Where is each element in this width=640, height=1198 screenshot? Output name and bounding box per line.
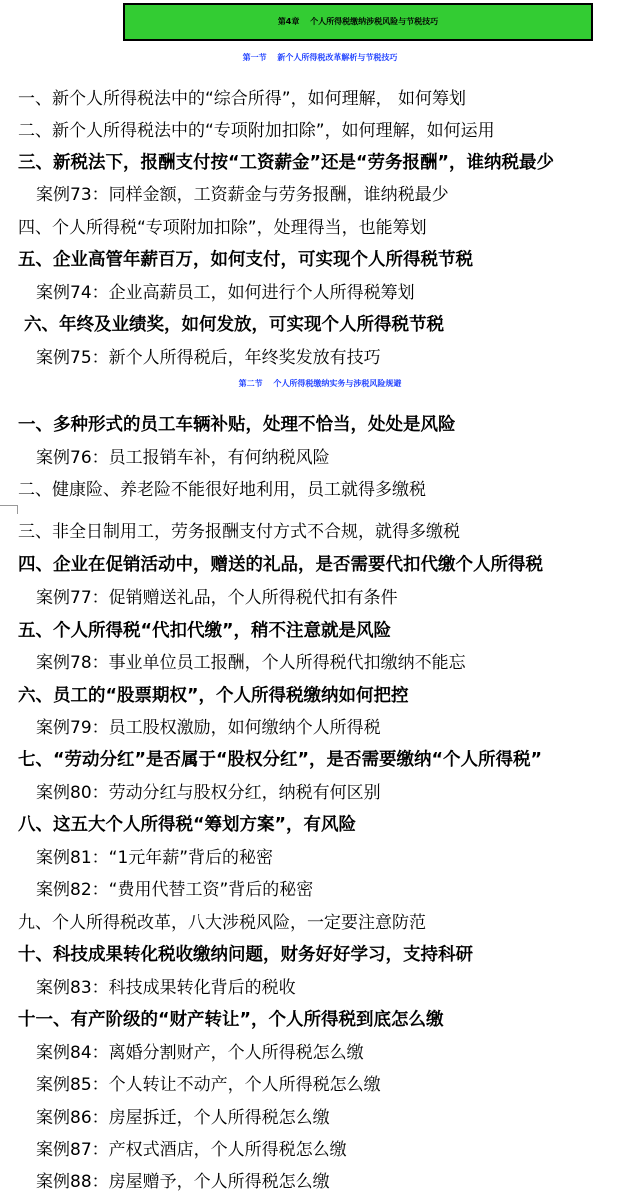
section-title-2: 第二节 个人所得税缴纳实务与涉税风险规避: [238, 379, 402, 388]
case-item: 案例77：促销赠送礼品，个人所得税代扣有条件: [36, 588, 398, 608]
case-item: 案例78：事业单位员工报酬，个人所得税代扣缴纳不能忘: [36, 653, 466, 673]
list-item: 二、新个人所得税法中的“专项附加扣除”，如何理解，如何运用: [18, 121, 495, 141]
list-item: 一、多种形式的员工车辆补贴，处理不恰当，处处是风险: [18, 415, 456, 435]
case-item: 案例75：新个人所得税后，年终奖发放有技巧: [36, 348, 381, 368]
list-item: 五、个人所得税“代扣代缴”，稍不注意就是风险: [18, 621, 392, 641]
case-item: 案例86：房屋拆迁，个人所得税怎么缴: [36, 1108, 330, 1128]
case-item: 案例84：离婚分割财产，个人所得税怎么缴: [36, 1043, 364, 1063]
list-item: 四、个人所得税“专项附加扣除”，处理得当，也能筹划: [18, 218, 427, 238]
margin-marker: [0, 505, 18, 514]
case-item: 案例76：员工报销车补，有何纳税风险: [36, 448, 330, 468]
list-item: 四、企业在促销活动中，赠送的礼品，是否需要代扣代缴个人所得税: [18, 555, 543, 575]
case-item: 案例88：房屋赠予，个人所得税怎么缴: [36, 1172, 330, 1192]
list-item: 六、年终及业绩奖，如何发放，可实现个人所得税节税: [24, 315, 444, 335]
case-item: 案例87：产权式酒店，个人所得税怎么缴: [36, 1140, 347, 1160]
case-item: 案例80：劳动分红与股权分红，纳税有何区别: [36, 783, 381, 803]
case-item: 案例73：同样金额，工资薪金与劳务报酬，谁纳税最少: [36, 185, 449, 205]
case-item: 案例81：“1元年薪”背后的秘密: [36, 848, 274, 868]
list-item: 十、科技成果转化税收缴纳问题，财务好好学习，支持科研: [18, 945, 473, 965]
list-item: 七、“劳动分红”是否属于“股权分红”，是否需要缴纳“个人所得税”: [18, 750, 543, 770]
section-title-1: 第一节 新个人所得税改革解析与节税技巧: [242, 53, 398, 62]
list-item: 二、健康险、养老险不能很好地利用，员工就得多缴税: [18, 480, 426, 500]
list-item: 一、新个人所得税法中的“综合所得”，如何理解， 如何筹划: [18, 89, 467, 109]
chapter-title: 第4章 个人所得税缴纳涉税风险与节税技巧: [123, 3, 593, 41]
case-item: 案例79：员工股权激励，如何缴纳个人所得税: [36, 718, 381, 738]
case-item: 案例82：“费用代替工资”背后的秘密: [36, 880, 314, 900]
list-item: 六、员工的“股票期权”，个人所得税缴纳如何把控: [18, 686, 409, 706]
case-item: 案例74：企业高薪员工，如何进行个人所得税筹划: [36, 283, 415, 303]
case-item: 案例83：科技成果转化背后的税收: [36, 978, 296, 998]
list-item: 九、个人所得税改革，八大涉税风险，一定要注意防范: [18, 913, 426, 933]
list-item: 十一、有产阶级的“财产转让”，个人所得税到底怎么缴: [18, 1010, 444, 1030]
list-item: 五、企业高管年薪百万，如何支付，可实现个人所得税节税: [18, 250, 473, 270]
list-item: 三、非全日制用工，劳务报酬支付方式不合规，就得多缴税: [18, 522, 460, 542]
list-item: 八、这五大个人所得税“筹划方案”，有风险: [18, 815, 357, 835]
case-item: 案例85：个人转让不动产，个人所得税怎么缴: [36, 1075, 381, 1095]
list-item: 三、新税法下，报酬支付按“工资薪金”还是“劳务报酬”，谁纳税最少: [18, 153, 555, 173]
